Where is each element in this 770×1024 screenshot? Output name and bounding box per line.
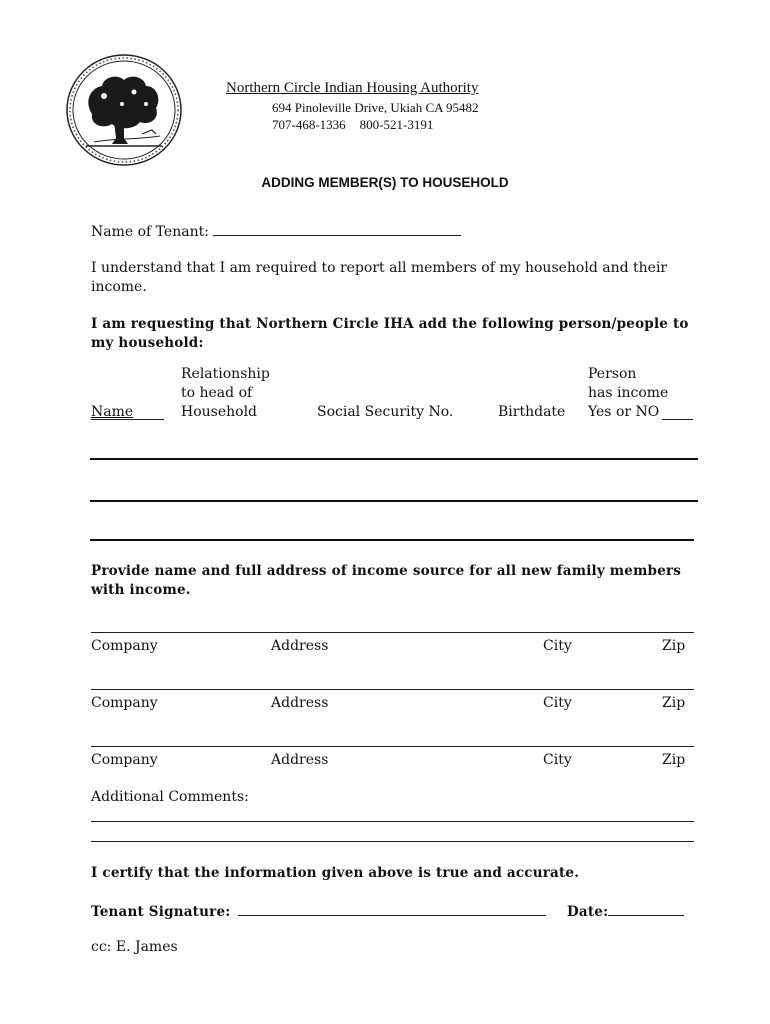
- income-row-city: City: [543, 638, 572, 654]
- income-row-address: Address: [271, 638, 329, 654]
- income-row-address: Address: [271, 695, 329, 711]
- signature-label: Tenant Signature:: [91, 904, 231, 920]
- income-row-company: Company: [91, 752, 158, 768]
- income-row-zip: Zip: [662, 638, 686, 654]
- organization-phones: [272, 117, 433, 133]
- tree-seal-logo-icon: [64, 52, 184, 168]
- phone-local: 707-468-1336: [272, 117, 346, 132]
- header-relationship-2: to head of: [181, 385, 253, 401]
- header-ssn: Social Security No.: [317, 404, 454, 420]
- tenant-name-row: [91, 221, 461, 242]
- header-relationship-1: Relationship: [181, 366, 270, 382]
- signature-row: [91, 901, 546, 922]
- organization-address: 694 Pinoleville Drive, Ukiah CA 95482: [272, 100, 479, 115]
- income-row-city: City: [543, 695, 572, 711]
- member-entry-line-2[interactable]: [90, 500, 698, 502]
- header-income-2: has income: [588, 385, 669, 401]
- income-row-address: Address: [271, 752, 329, 768]
- tenant-name-label: Name of Tenant:: [91, 224, 209, 240]
- signature-field[interactable]: [238, 901, 546, 916]
- income-row-company: Company: [91, 638, 158, 654]
- income-row-company: Company: [91, 695, 158, 711]
- phone-tollfree: 800-521-3191: [359, 117, 434, 132]
- income-entry-line-1[interactable]: [91, 632, 694, 633]
- comments-line-2[interactable]: [91, 841, 694, 842]
- header-income-3: Yes or NO: [588, 404, 660, 420]
- income-instruction: Provide name and full address of income source for all new family members with income.: [91, 563, 682, 598]
- income-row-zip: Zip: [662, 752, 686, 768]
- form-title: ADDING MEMBER(S) TO HOUSEHOLD: [261, 175, 509, 190]
- comments-label: Additional Comments:: [91, 789, 249, 805]
- date-field[interactable]: [608, 901, 684, 916]
- header-income-underline: [662, 419, 693, 420]
- request-statement: I am requesting that Northern Circle IHA add the following person/people to my household:: [91, 316, 689, 351]
- header-birthdate: Birthdate: [498, 404, 566, 420]
- organization-name: Northern Circle Indian Housing Authority: [226, 80, 479, 96]
- date-label: Date:: [567, 904, 609, 920]
- income-entry-line-2[interactable]: [91, 689, 694, 690]
- header-name: Name: [91, 404, 134, 420]
- comments-line-1[interactable]: [91, 821, 694, 822]
- income-entry-line-3[interactable]: [91, 746, 694, 747]
- date-row: [567, 901, 684, 922]
- cc-note: cc: E. James: [91, 939, 178, 955]
- tenant-name-field[interactable]: [213, 221, 461, 236]
- header-relationship-3: Household: [181, 404, 258, 420]
- header-income-1: Person: [588, 366, 637, 382]
- household-statement: I understand that I am required to report all members of my household and their income.: [91, 260, 668, 295]
- header-name-underline: [91, 419, 164, 420]
- certification-statement: I certify that the information given above is true and accurate.: [91, 865, 580, 881]
- member-entry-line-3[interactable]: [90, 539, 694, 541]
- income-row-zip: Zip: [662, 695, 686, 711]
- member-entry-line-1[interactable]: [90, 458, 698, 460]
- income-row-city: City: [543, 752, 572, 768]
